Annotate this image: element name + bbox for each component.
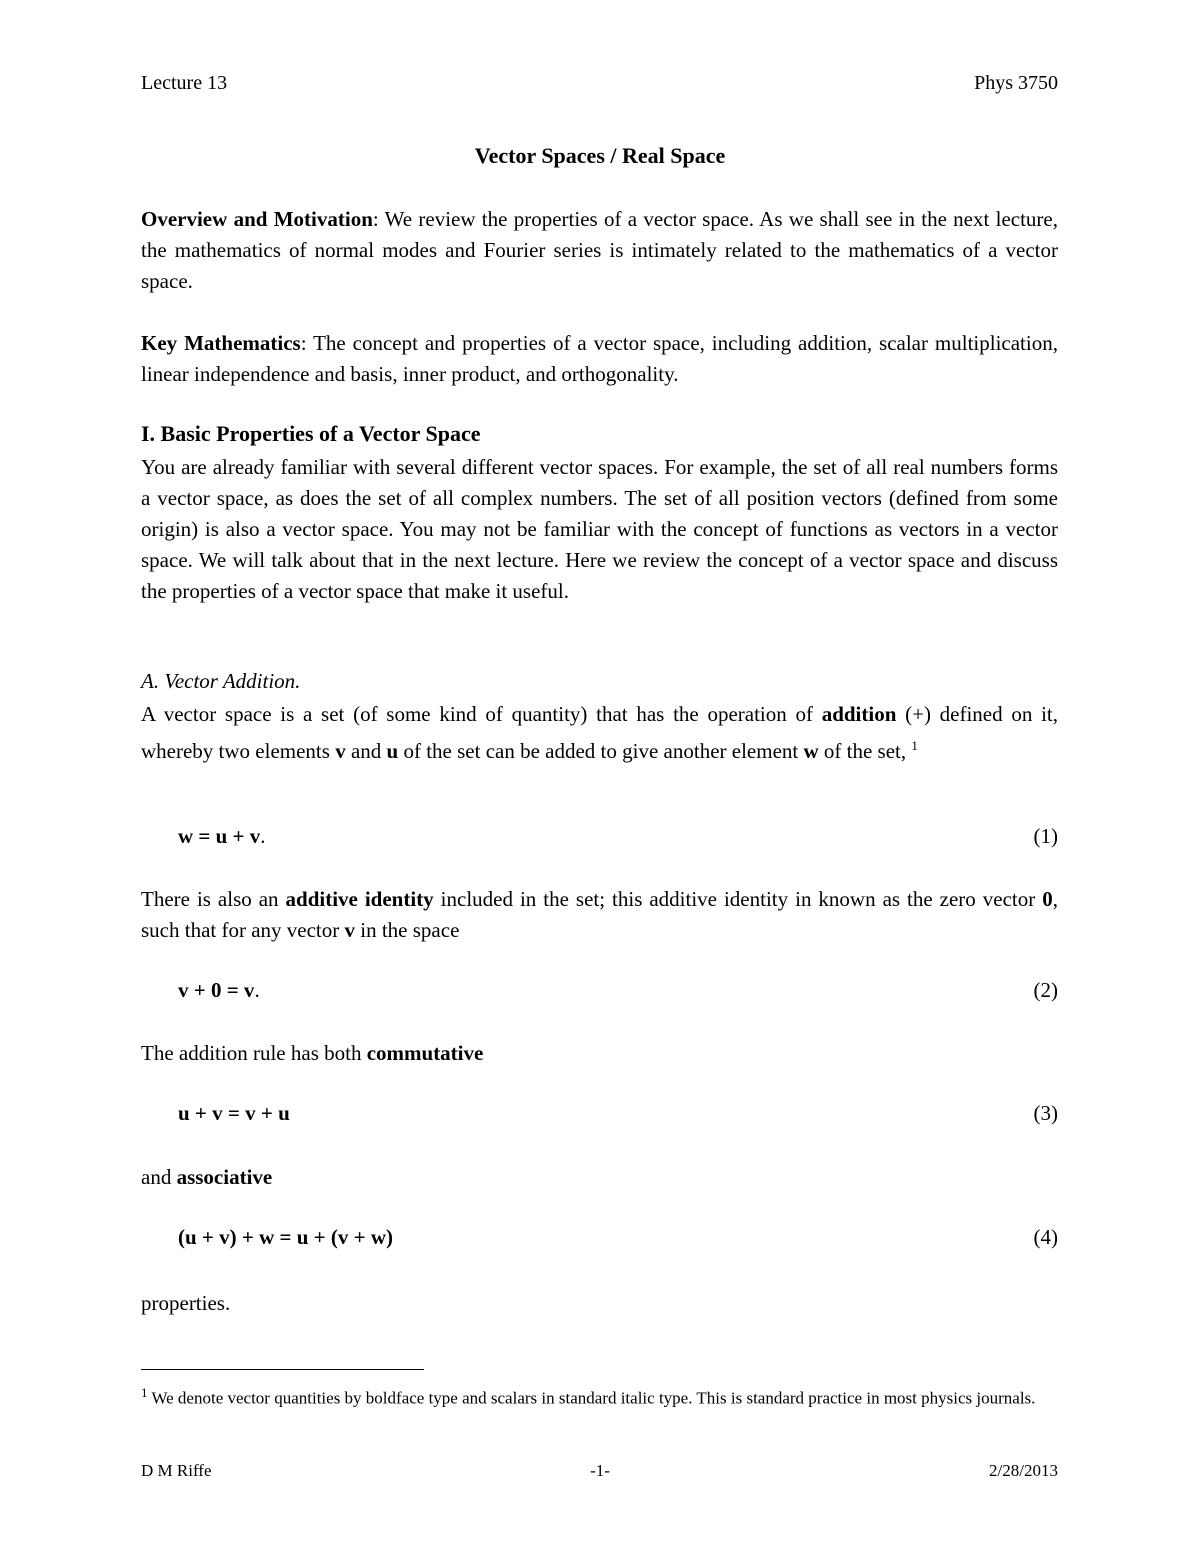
equation-tail: . xyxy=(254,978,260,1002)
header-left: Lecture 13 xyxy=(141,72,228,94)
equation-number-3: (3) xyxy=(1033,1101,1058,1125)
text-run: The addition rule has both xyxy=(141,1041,367,1065)
text-run: A vector space is a set (of some kind of quantity) that has the operation of xyxy=(141,702,822,726)
footer-date: 2/28/2013 xyxy=(989,1461,1058,1480)
footnote-separator xyxy=(141,1369,424,1370)
equation-2 xyxy=(178,978,260,1003)
key-math-label: Key Mathematics xyxy=(141,331,301,355)
equation-expr: v + 0 = v xyxy=(178,978,255,1002)
properties-paragraph: properties. xyxy=(141,1291,231,1315)
footnote xyxy=(141,1380,1058,1412)
term-addition: addition xyxy=(821,702,897,726)
equation-number-4: (4) xyxy=(1033,1225,1058,1249)
equation-tail: . xyxy=(260,824,266,848)
page-title: Vector Spaces / Real Space xyxy=(474,143,726,168)
text-run: , such that for any vector xyxy=(141,887,1058,942)
overview-paragraph xyxy=(141,204,1058,297)
section-heading: I. Basic Properties of a Vector Space xyxy=(141,421,481,446)
equation-number-1: (1) xyxy=(1033,824,1058,848)
key-math-text: : The concept and properties of a vector space, including addition, scalar multiplication, linear independence and basis, inner product, and orthogonality. xyxy=(141,331,1058,386)
footnote-ref[interactable]: 1 xyxy=(911,738,918,753)
footer-author: D M Riffe xyxy=(141,1461,212,1480)
equation-expr: u + v = v + u xyxy=(178,1101,290,1125)
text-run: of the set can be added to give another element xyxy=(398,739,804,763)
text-run: There is also an xyxy=(141,887,286,911)
addition-paragraph xyxy=(141,699,1058,767)
vector-v: v xyxy=(335,739,346,763)
overview-text: : We review the properties of a vector space. As we shall see in the next lecture, the mathematics of normal modes and Fourier series is intimately related to the mathematics of a vector space. xyxy=(141,207,1058,293)
associative-paragraph xyxy=(141,1162,1058,1193)
overview-label: Overview and Motivation xyxy=(141,207,373,231)
vector-w: w xyxy=(803,739,819,763)
equation-1 xyxy=(178,824,266,849)
term-additive-identity: additive identity xyxy=(285,887,434,911)
equation-expr: (u + v) + w = u + (v + w) xyxy=(178,1225,393,1249)
term-associative: associative xyxy=(176,1165,273,1189)
vector-v: v xyxy=(344,918,356,942)
text-run: and xyxy=(345,739,387,763)
term-commutative: commutative xyxy=(366,1041,484,1065)
equation-expr: w = u + v xyxy=(178,824,261,848)
commutative-paragraph xyxy=(141,1038,1058,1069)
key-math-paragraph xyxy=(141,328,1058,390)
text-run: in the space xyxy=(355,918,460,942)
footer-page-number: -1- xyxy=(590,1461,610,1480)
text-run: included in the set; this additive identity in known as the zero vector xyxy=(433,887,1043,911)
header-right: Phys 3750 xyxy=(974,72,1058,94)
equation-4 xyxy=(178,1225,393,1250)
footnote-mark: 1 xyxy=(141,1385,148,1400)
vector-zero: 0 xyxy=(1042,887,1053,911)
section-paragraph: You are already familiar with several different vector spaces. For example, the set of all real numbers forms a vector space, as does the set of all complex numbers. The set of all position vectors (defined from some origin) is also a vector space. You may not be familiar with the concept of functions as vectors in a vector space. We will talk about that in the next lecture. Here we review the concept of a vector space and discuss the properties of a vector space that make it useful. xyxy=(141,455,1058,603)
text-run: (+) defined on it, whereby two elements xyxy=(141,702,1058,763)
identity-paragraph xyxy=(141,884,1058,946)
text-run: and xyxy=(141,1165,177,1189)
footnote-text: We denote vector quantities by boldface type and scalars in standard italic type. This is standard practice in most physics journals. xyxy=(147,1388,1036,1408)
equation-3 xyxy=(178,1101,290,1126)
text-run: of the set, xyxy=(818,739,912,763)
equation-number-2: (2) xyxy=(1033,978,1058,1002)
subsection-heading: A. Vector Addition. xyxy=(141,669,301,693)
vector-u: u xyxy=(386,739,399,763)
